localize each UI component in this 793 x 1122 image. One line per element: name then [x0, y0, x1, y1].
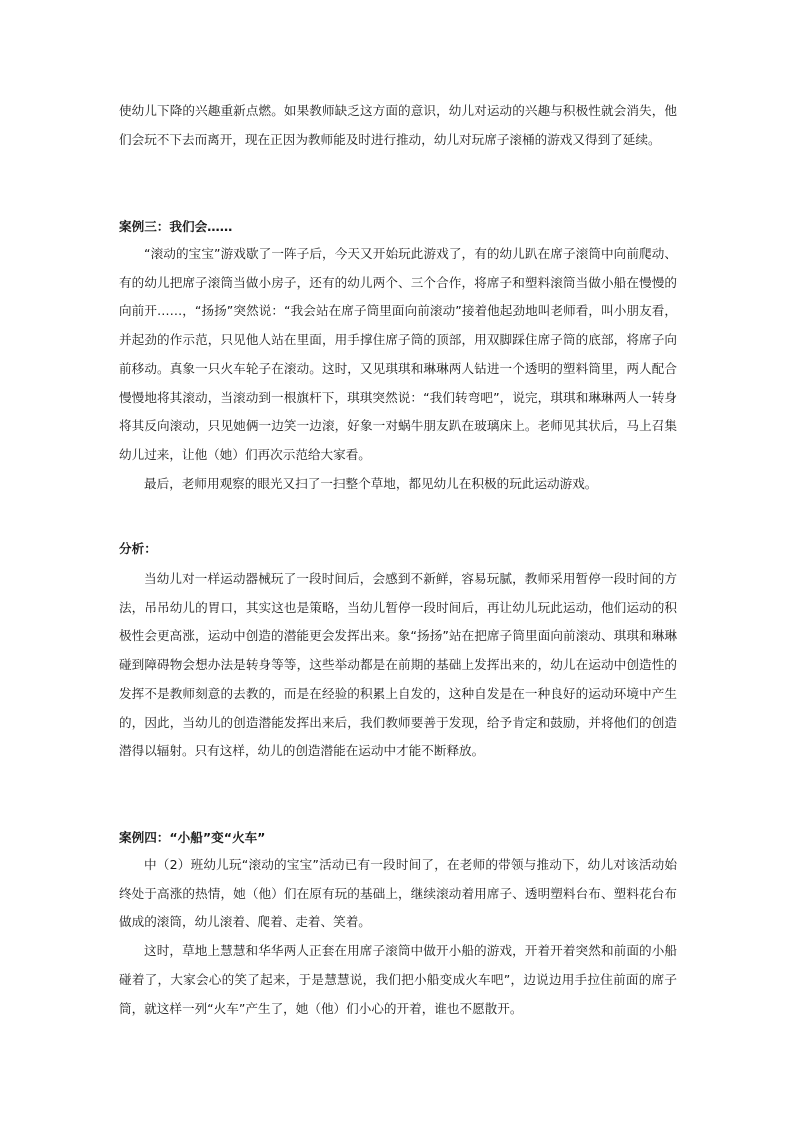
analysis-title: 分析： — [119, 541, 157, 556]
case-three-title: 案例三：我们会…… — [119, 219, 233, 234]
continuation-section — [119, 97, 677, 154]
case-four-paragraph: 中（2）班幼儿玩“滚动的宝宝”活动已有一段时间了，在老师的带领与推动下，幼儿对该活动始终处于高涨的热情，她（他）们在原有玩的基础上，继续滚动着用席子、透明塑料台布、塑料花台布做成的滚筒，幼儿滚着、爬着、走着、笑着。 — [119, 857, 677, 930]
case-three-paragraph: “滚动的宝宝”游戏歇了一阵子后，今天又开始玩此游戏了，有的幼儿趴在席子滚筒中向前爬动、有的幼儿把席子滚筒当做小房子，还有的幼儿两个、三个合作，将席子和塑料滚筒当做小船在慢慢的向前开……，“扬扬”突然说：“我会站在席子筒里面向前滚动”接着他起劲地叫老师看，叫小朋友看，并起劲的作示范，只见他人站在里面，用手撑住席子筒的顶部，用双脚踩住席子筒的底部，将席子向前移动。真象一只火车轮子在滚动。这时，又见琪琪和琳琳两人钻进一个透明的塑料筒里，两人配合慢慢地将其滚动，当滚动到一根旗杆下，琪琪突然说：“我们转弯吧”，说完，琪琪和琳琳两人一转身将其反向滚动，只见她俩一边笑一边滚，好象一对蜗牛朋友趴在玻璃床上。老师见其状后，马上召集幼儿过来，让他（她）们再次示范给大家看。 — [119, 246, 677, 462]
case-four-section — [119, 828, 677, 1023]
case-three-section — [119, 217, 677, 498]
case-three-paragraph: 最后，老师用观察的眼光又扫了一扫整个草地，都见幼儿在积极的玩此运动游戏。 — [144, 475, 598, 491]
continuation-paragraph: 使幼儿下降的兴趣重新点燃。如果教师缺乏这方面的意识，幼儿对运动的兴趣与积极性就会消失，他们会玩不下去而离开，现在正因为教师能及时进行推动，幼儿对玩席子滚桶的游戏又得到了延续。 — [119, 103, 677, 147]
case-four-paragraph: 这时，草地上慧慧和华华两人正套在用席子滚筒中做开小船的游戏，开着开着突然和前面的小船碰着了，大家会心的笑了起来，于是慧慧说，我们把小船变成火车吧”，边说边用手拉住前面的席子筒，就这样一列“火车”产生了，她（他）们小心的开着，谁也不愿散开。 — [119, 943, 677, 1016]
case-four-title: 案例四：“小船”变“火车” — [119, 830, 266, 845]
analysis-paragraph: 当幼儿对一样运动器械玩了一段时间后，会感到不新鲜，容易玩腻，教师采用暂停一段时间的方法，吊吊幼儿的胃口，其实这也是策略，当幼儿暂停一段时间后，再让幼儿玩此运动，他们运动的积极性会更高涨，运动中创造的潜能更会发挥出来。象“扬扬”站在把席子筒里面向前滚动、琪琪和琳琳碰到障碍物会想办法是转身等等，这些举动都是在前期的基础上发挥出来的，幼儿在运动中创造性的发挥不是教师刻意的去教的，而是在经验的积累上自发的，这种自发是在一种良好的运动环境中产生的，因此，当幼儿的创造潜能发挥出来后，我们教师要善于发现，给予肯定和鼓励，并将他们的创造潜得以辐射。只有这样，幼儿的创造潜能在运动中才能不断释放。 — [119, 571, 677, 759]
analysis-section — [119, 539, 677, 766]
